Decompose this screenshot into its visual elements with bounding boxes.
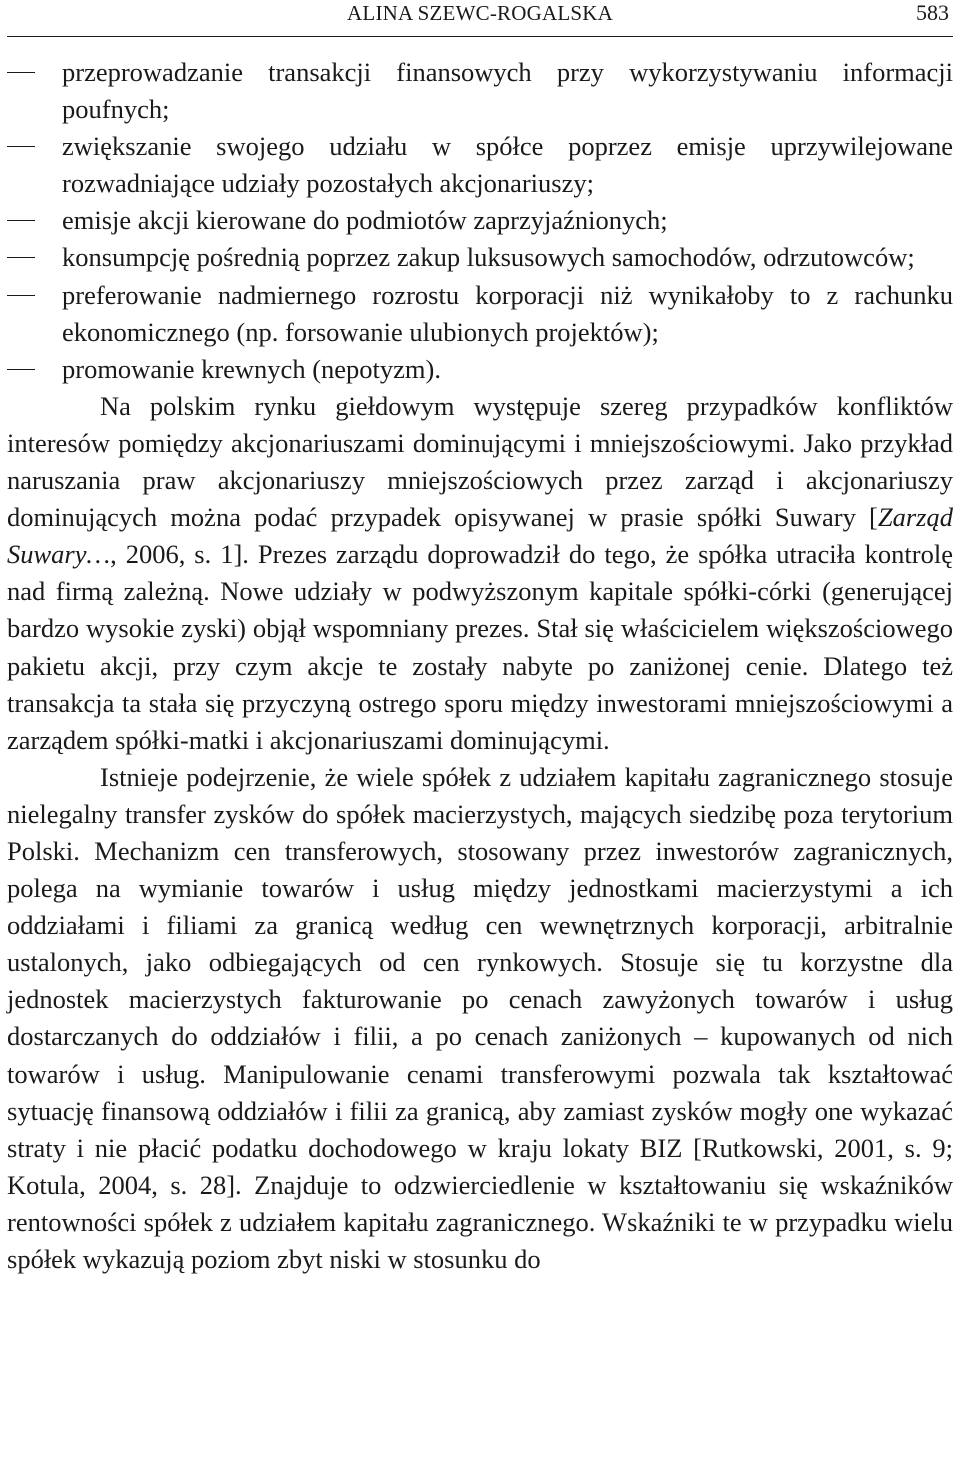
paragraph-transfer-pricing: Istnieje podejrzenie, że wiele spółek z udziałem kapitału zagranicznego stosuje nielegalny transfer zysków do spółek macierzystych, mających siedzibę poza terytorium Polski. Mechanizm cen transferowych, stosowany przez inwestorów zagranicznych, polega na wymianie towarów i usług między jednostkami macierzystymi a ich oddziałami i filiami za granicą według cen wewnętrznych korporacji, arbitralnie ustalonych, jako odbiegających od cen rynkowych. Stosuje się tu korzystne dla jednostek macierzystych fakturowanie po cenach zawyżonych towarów i usług dostarczanych do oddziałów i filii, a po cenach zaniżonych – kupowanych od nich towarów i usług. Manipulowanie cenami transferowymi pozwala tak kształtować sytuację finansową oddziałów i filii za granicą, aby zamiast zysków mogły one wykazać straty i nie płacić podatku dochodowego w kraju lokaty BIZ [Rutkowski, 2001, s. 9; Kotula, 2004, s. 28]. Znajduje to odzwierciedlenie w kształtowaniu się wskaźników rentowności spółek z udziałem kapitału zagranicznego. Wskaźniki te w przypadku wielu spółek wykazują poziom zbyt niski w stosunku do	[7, 761, 953, 1274]
list-item-text: zwiększanie swojego udziału w spółce poprzez emisje uprzywilejowane rozwadniające udziały pozostałych akcjonariuszy;	[62, 131, 953, 199]
citation-italic: Zarząd Suwary…	[7, 502, 953, 570]
dash-bullet-icon	[7, 220, 35, 221]
paragraph-conflicts	[7, 388, 953, 759]
paragraph-text: , 2006, s. 1]. Prezes zarządu doprowadził do tego, że spółka utraciła kontrolę nad firmą zależną. Nowe udziały w podwyższonym kapitale spółki-córki (generującej bardzo wysokie zyski) objął wspomniany prezes. Stał się właścicielem większościowego pakietu akcji, przy czym akcje te zostały nabyte po zaniżonej cenie. Dlatego też transakcja ta stała się przyczyną ostrego sporu między inwestorami mniejszościowymi a zarządem spółki-matki i akcjonariuszami dominującymi.	[7, 539, 953, 755]
list-item	[7, 54, 953, 128]
list-item	[7, 128, 953, 202]
running-header	[7, 0, 953, 37]
dash-bullet-icon	[7, 146, 35, 147]
list-item	[7, 351, 953, 388]
body-text	[7, 54, 953, 1278]
list-item-text: promowanie krewnych (nepotyzm).	[62, 353, 441, 384]
list-item	[7, 277, 953, 351]
list-item	[7, 239, 953, 276]
list-item-text: konsumpcję pośrednią poprzez zakup luksusowych samochodów, odrzutowców;	[62, 242, 915, 273]
list-item-text: emisje akcji kierowane do podmiotów zaprzyjaźnionych;	[62, 205, 668, 236]
dash-bullet-icon	[7, 72, 35, 73]
paragraph-text: Na polskim rynku giełdowym występuje szereg przypadków konfliktów interesów pomiędzy akcjonariuszami dominującymi i mniejszościowymi. Jako przykład naruszania praw akcjonariuszy mniejszościowych przez zarząd i akcjonariuszy dominujących można podać przypadek opisywanej w prasie spółki Suwary [	[7, 390, 953, 533]
list-item-text: preferowanie nadmiernego rozrostu korporacji niż wynikałoby to z rachunku ekonomicznego (np. forsowanie ulubionych projektów);	[62, 279, 953, 347]
page-number: 583	[916, 0, 949, 25]
dash-list	[7, 54, 953, 388]
list-item-text: przeprowadzanie transakcji finansowych przy wykorzystywaniu informacji poufnych;	[62, 57, 953, 125]
header-author: ALINA SZEWC-ROGALSKA	[347, 1, 613, 25]
dash-bullet-icon	[7, 257, 35, 258]
list-item	[7, 202, 953, 239]
dash-bullet-icon	[7, 369, 35, 370]
dash-bullet-icon	[7, 295, 35, 296]
